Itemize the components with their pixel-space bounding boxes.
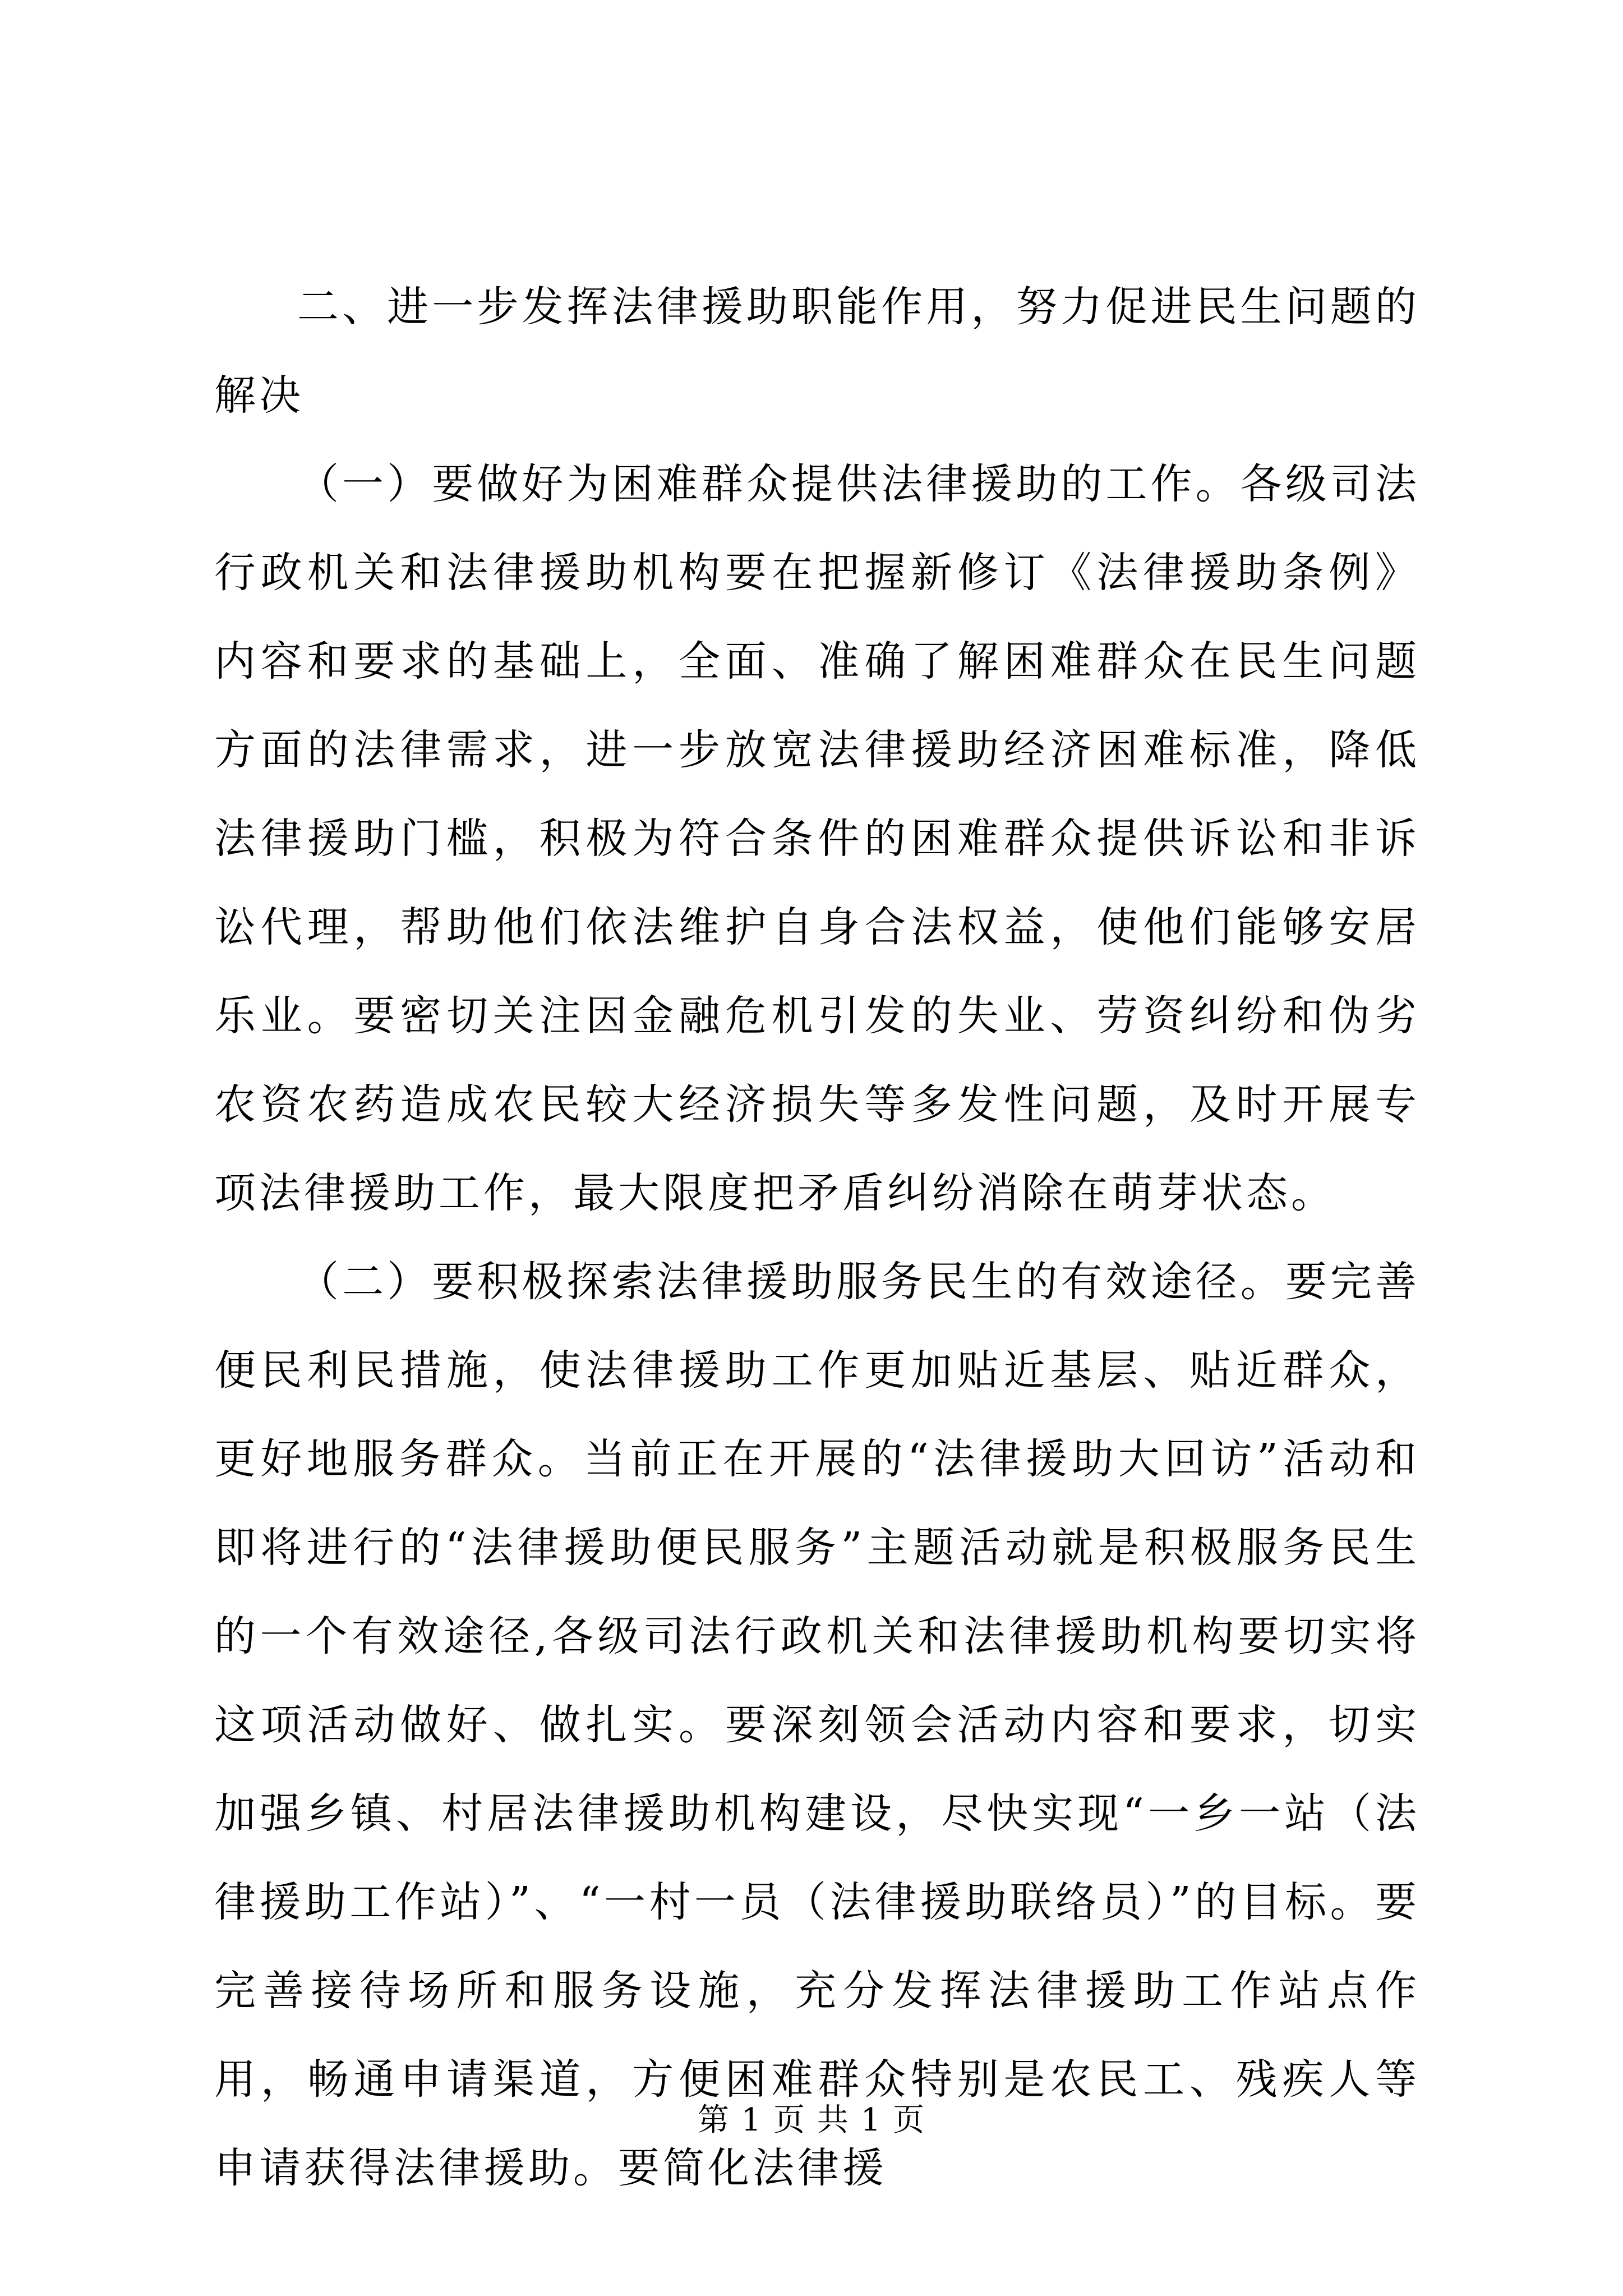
document-body	[214, 263, 1420, 2212]
section-heading: 二、进一步发挥法律援助职能作用，努力促进民生问题的解决	[214, 283, 1420, 420]
page-footer: 第 1 页 共 1 页	[697, 2102, 926, 2138]
paragraph-2: （二）要积极探索法律援助服务民生的有效途径。要完善便民利民措施，使法律援助工作更加贴近基层、贴近群众，更好地服务群众。当前正在开展的“法律援助大回访”活动和即将进行的“法律援助便民服务”主题活动就是积极服务民生的一个有效途径,各级司法行政机关和法律援助机构要切实将这项活动做好、做扎实。要深刻领会活动内容和要求，切实加强乡镇、村居法律援助机构建设，尽快实现“一乡一站（法律援助工作站）”、“一村一员（法律援助联络员）”的目标。要完善接待场所和服务设施，充分发挥法律援助工作站点作用，畅通申请渠道，方便困难群众特别是农民工、残疾人等申请获得法律援助。要简化法律援	[214, 1258, 1420, 2192]
paragraph-1: （一）要做好为困难群众提供法律援助的工作。各级司法行政机关和法律援助机构要在把握新修订《法律援助条例》内容和要求的基础上，全面、准确了解困难群众在民生问题方面的法律需求，进一步放宽法律援助经济困难标准，降低法律援助门槛，积极为符合条件的困难群众提供诉讼和非诉讼代理，帮助他们依法维护自身合法权益，使他们能够安居乐业。要密切关注因金融危机引发的失业、劳资纠纷和伪劣农资农药造成农民较大经济损失等多发性问题，及时开展专项法律援助工作，最大限度把矛盾纠纷消除在萌芽状态。	[214, 460, 1420, 1217]
